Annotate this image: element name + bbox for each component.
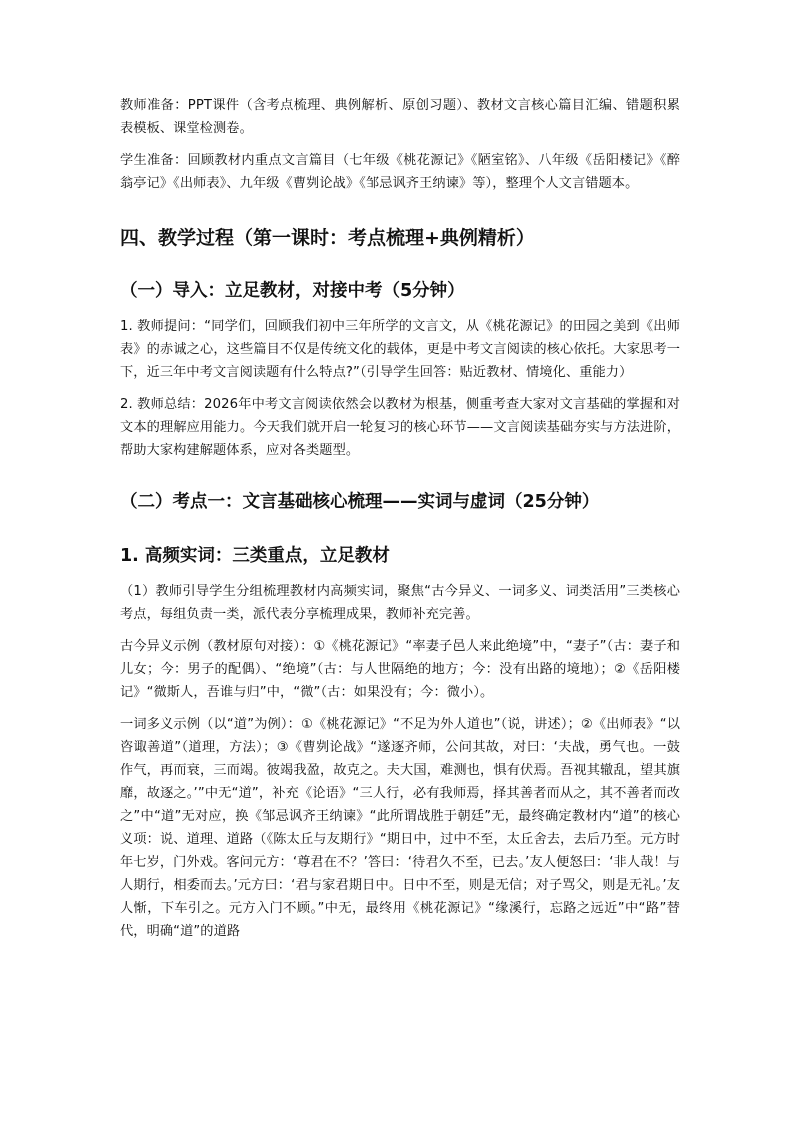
section-heading-teaching-process: 四、教学过程（第一课时：考点梳理+典例精析） (120, 227, 535, 249)
intro-paragraph-1: 1. 教师提问：“同学们，回顾我们初中三年所学的文言文，从《桃花源记》的田园之美到《出师表》的赤诚之心，这些篇目不仅是传统文化的载体，更是中考文言阅读的核心依托。大家思考一下，近三年中考文言阅读题有什么特点?”（引导学生回答：贴近教材、情境化、重能力） (120, 319, 680, 380)
student-prep-paragraph: 学生准备：回顾教材内重点文言篇目（七年级《桃花源记》《陋室铭》、八年级《岳阳楼记》《醉翁亭记》《出师表》、九年级《曹刿论战》《邹忌讽齐王纳谏》等），整理个人文言错题本。 (120, 153, 680, 191)
intro-paragraph-2: 2. 教师总结：2026年中考文言阅读依然会以教材为根基，侧重考查大家对文言基础的掌握和对文本的理解应用能力。今天我们就开启一轮复习的核心环节——文言阅读基础夯实与方法进阶，帮助大家构建解题体系，应对各类题型。 (120, 397, 680, 458)
words-paragraph-1: （1）教师引导学生分组梳理教材内高频实词，聚焦“古今异义、一词多义、词类活用”三类核心考点，每组负责一类，派代表分享梳理成果，教师补充完善。 (120, 584, 680, 622)
teacher-prep-paragraph: 教师准备：PPT课件（含考点梳理、典例解析、原创习题）、教材文言核心篇目汇编、错题积累表模板、课堂检测卷。 (120, 98, 680, 136)
subsection-heading-intro: （一）导入：立足教材，对接中考（5分钟） (120, 281, 465, 301)
document-body (120, 94, 680, 943)
subsection-heading-key-point-1: （二）考点一：文言基础核心梳理——实词与虚词（25分钟） (120, 492, 600, 512)
words-paragraph-ancient-modern: 古今异义示例（教材原句对接）：①《桃花源记》“率妻子邑人来此绝境”中，“妻子”（古：妻子和儿女；今：男子的配偶）、“绝境”（古：与人世隔绝的地方；今：没有出路的境地）；②《岳阳楼记》“微斯人，吾谁与归”中，“微”（古：如果没有；今：微小）。 (120, 639, 680, 700)
words-paragraph-polysemy: 一词多义示例（以“道”为例）：①《桃花源记》“不足为外人道也”（说，讲述）；②《出师表》“以咨诹善道”（道理，方法）；③《曹刿论战》“遂逐齐师，公问其故，对曰：‘夫战，勇气也。一鼓作气，再而衰，三而竭。彼竭我盈，故克之。夫大国，难测也，惧有伏焉。吾视其辙乱，望其旗靡，故逐之。’”中无“道”，补充《论语》“三人行，必有我师焉，择其善者而从之，其不善者而改之”中“道”无对应，换《邹忌讽齐王纳谏》“此所谓战胜于朝廷”无，最终确定教材内“道”的核心义项：说、道理、道路（《陈太丘与友期行》“期日中，过中不至，太丘舍去，去后乃至。元方时年七岁，门外戏。客问元方：‘尊君在不？’答曰：‘待君久不至，已去。’友人便怒曰：‘非人哉！与人期行，相委而去。’元方曰：‘君与家君期日中。日中不至，则是无信；对子骂父，则是无礼。’友人惭，下车引之。元方入门不顾。”中无，最终用《桃花源记》“缘溪行，忘路之远近”中“路”替代，明确“道”的道路 (120, 717, 680, 939)
subheading-high-frequency-words: 1. 高频实词：三类重点，立足教材 (120, 546, 390, 566)
